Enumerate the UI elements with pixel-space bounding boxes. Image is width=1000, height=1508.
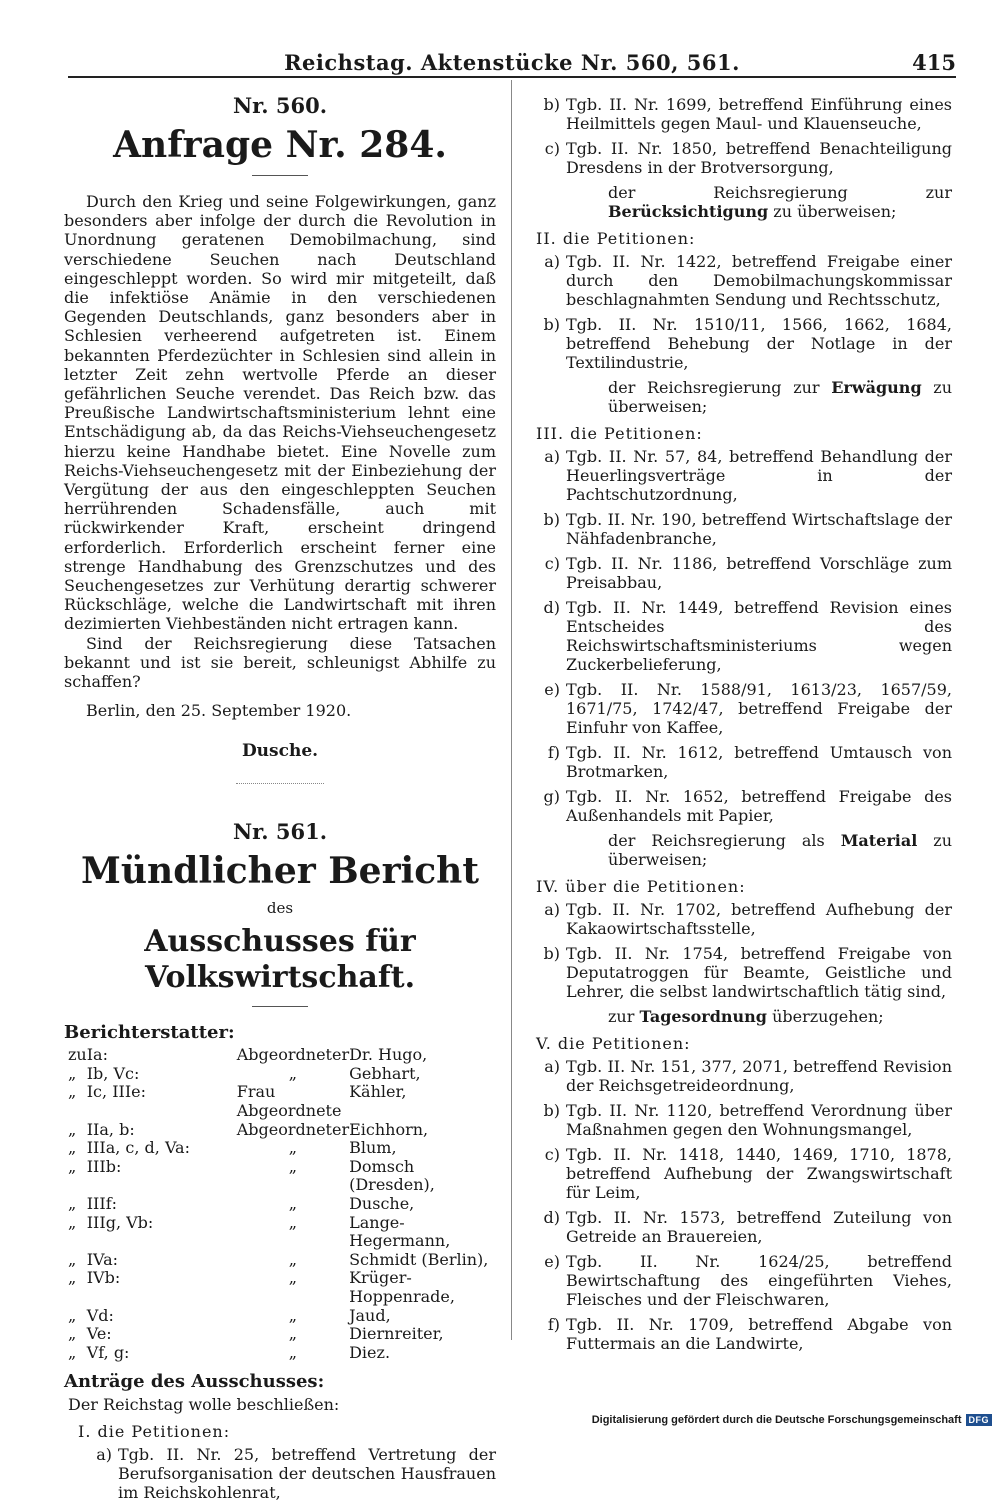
petition-label: c) bbox=[544, 139, 560, 158]
reporter-mark: „ bbox=[68, 1194, 77, 1214]
doc-560-number: Nr. 560. bbox=[232, 93, 328, 118]
petition-item bbox=[88, 1445, 496, 1502]
footer-note bbox=[592, 1412, 992, 1428]
reporter-row bbox=[68, 1065, 496, 1084]
petition-label: c) bbox=[544, 554, 560, 573]
reporter-row bbox=[68, 1325, 496, 1344]
reporter-mark: „ bbox=[68, 1305, 77, 1325]
reporter-section: Ia: bbox=[86, 1045, 108, 1065]
petition-item bbox=[536, 1145, 952, 1202]
reporter-mark: „ bbox=[68, 1212, 77, 1232]
petition-item bbox=[536, 598, 952, 674]
left-column bbox=[64, 92, 496, 1508]
section-iv-items bbox=[522, 900, 952, 1001]
petition-text: Tgb. II. Nr. 1588/91, 1613/23, 1657/59, 1671/75, 1742/47, betreffend Freigabe der Einfuhr von Kaffee, bbox=[566, 680, 952, 737]
reporter-mark: „ bbox=[68, 1063, 77, 1083]
reporter-row bbox=[68, 1307, 496, 1326]
reporter-section: IIIb: bbox=[86, 1156, 122, 1176]
section-ii-items bbox=[522, 252, 952, 372]
petition-label: b) bbox=[543, 315, 560, 334]
petition-text: Tgb. II. Nr. 1702, betreffend Aufhebung der Kakaowirtschaftsstelle, bbox=[566, 900, 952, 938]
reporter-row bbox=[68, 1139, 496, 1158]
reporter-row bbox=[68, 1046, 496, 1065]
footer-text: Digitalisierung gefördert durch die Deutsche Forschungsgemeinschaft bbox=[591, 1414, 962, 1426]
reporter-mark: „ bbox=[68, 1324, 77, 1344]
motions-heading: Anträge des Ausschusses: bbox=[64, 1371, 325, 1393]
reporter-row bbox=[68, 1344, 496, 1363]
petition-label: a) bbox=[544, 447, 560, 466]
petition-label: b) bbox=[543, 944, 560, 963]
reporter-name: Dr. Hugo, bbox=[349, 1045, 428, 1065]
reporter-name: Blum, bbox=[349, 1138, 397, 1158]
petition-text: Tgb. II. Nr. 1624/25, betreffend Bewirtschaftung des eingeführten Viehes, Fleisches und der Fleischwaren, bbox=[566, 1252, 952, 1309]
reporter-name: Diez. bbox=[349, 1342, 391, 1362]
petition-text: Tgb. II. Nr. 1120, betreffend Verordnung über Maßnahmen gegen den Wohnungsmangel, bbox=[566, 1101, 952, 1139]
petition-label: b) bbox=[543, 95, 560, 114]
petition-item bbox=[536, 252, 952, 309]
inquiry-paragraph-2: Sind der Reichsregierung diese Tatsachen bekannt und ist sie bereit, schleunigst Abhilfe zu schaffen? bbox=[64, 633, 496, 692]
petition-label: e) bbox=[544, 1252, 560, 1271]
petition-label: d) bbox=[543, 1208, 560, 1227]
short-rule bbox=[252, 1006, 308, 1007]
reporter-section: IVa: bbox=[86, 1249, 119, 1269]
petition-label: g) bbox=[543, 787, 560, 806]
doc-561-des: des bbox=[266, 899, 294, 918]
reporter-title: Abgeordneter bbox=[236, 1119, 350, 1139]
petition-text: Tgb. II. Nr. 1699, betreffend Einführung eines Heilmittels gegen Maul- und Klauenseuche, bbox=[566, 95, 952, 133]
reporter-mark: „ bbox=[68, 1082, 77, 1102]
right-column bbox=[522, 92, 952, 1359]
reporter-section: Vd: bbox=[86, 1305, 114, 1325]
petition-label: a) bbox=[96, 1445, 112, 1465]
reporter-title: „ bbox=[288, 1249, 298, 1269]
petition-item bbox=[536, 900, 952, 938]
section-v-items bbox=[522, 1057, 952, 1353]
doc-561-committee: Ausschusses für Volkswirtschaft. bbox=[144, 924, 416, 996]
petition-item bbox=[536, 315, 952, 372]
referral-iv: zur Tagesordnung überzugehen; bbox=[608, 1007, 884, 1026]
petition-text: Tgb. II. Nr. 190, betreffend Wirtschaftslage der Nähfadenbranche, bbox=[566, 510, 952, 548]
reporter-section: IIa, b: bbox=[86, 1119, 135, 1139]
petition-text: Tgb. II. Nr. 1850, betreffend Benachteiligung Dresdens in der Brotversorgung, bbox=[566, 139, 952, 177]
petition-item bbox=[536, 944, 952, 1001]
date-line: Berlin, den 25. September 1920. bbox=[86, 701, 352, 721]
reporter-section: IVb: bbox=[86, 1268, 121, 1288]
petition-label: d) bbox=[543, 598, 560, 617]
reporter-section: IIIf: bbox=[86, 1194, 118, 1214]
reporter-name: Eichhorn, bbox=[349, 1119, 429, 1139]
reporter-row bbox=[68, 1214, 496, 1251]
petition-text: Tgb. II. Nr. 25, betreffend Vertretung der Berufsorganisation der deutschen Hausfrauen im Reichskohlenrat, bbox=[118, 1445, 496, 1503]
reporter-name: Diernreiter, bbox=[349, 1324, 444, 1344]
reporter-title: „ bbox=[288, 1156, 298, 1176]
signature: Dusche. bbox=[241, 741, 319, 762]
reporter-name: Krüger-Hoppenrade, bbox=[349, 1268, 455, 1306]
reporter-row bbox=[68, 1269, 496, 1306]
petition-item bbox=[536, 1252, 952, 1309]
petition-label: f) bbox=[547, 743, 560, 762]
petition-label: c) bbox=[544, 1145, 560, 1164]
column-divider bbox=[511, 80, 512, 1340]
reporter-title: „ bbox=[288, 1194, 298, 1214]
reporter-row bbox=[68, 1121, 496, 1140]
reporter-title: „ bbox=[288, 1212, 298, 1232]
reporter-name: Gebhart, bbox=[349, 1063, 421, 1083]
petition-label: b) bbox=[543, 1101, 560, 1120]
petition-item bbox=[536, 787, 952, 825]
petition-item bbox=[536, 554, 952, 592]
short-rule bbox=[252, 175, 308, 176]
reporter-row bbox=[68, 1195, 496, 1214]
petition-item bbox=[536, 447, 952, 504]
section-i-heading: I. die Petitionen: bbox=[78, 1422, 231, 1442]
reporter-name: Lange-Hegermann, bbox=[349, 1212, 451, 1251]
petition-item bbox=[536, 139, 952, 177]
doc-560-title: Anfrage Nr. 284. bbox=[113, 124, 447, 166]
reporter-section: IIIa, c, d, Va: bbox=[86, 1138, 190, 1158]
reporter-title: „ bbox=[288, 1324, 298, 1344]
petition-text: Tgb. II. Nr. 151, 377, 2071, betreffend Revision der Reichsgetreideordnung, bbox=[566, 1057, 952, 1095]
section-i-items-cont bbox=[522, 95, 952, 177]
reporter-title: „ bbox=[288, 1305, 298, 1325]
running-title: Reichstag. Aktenstücke Nr. 560, 561. bbox=[284, 50, 740, 75]
section-rule bbox=[236, 783, 324, 784]
petition-item bbox=[536, 1315, 952, 1353]
petition-item bbox=[536, 680, 952, 737]
reporter-mark: „ bbox=[68, 1119, 77, 1139]
reporter-row bbox=[68, 1158, 496, 1195]
reporter-section: Vf, g: bbox=[86, 1342, 130, 1362]
reporter-mark: „ bbox=[68, 1268, 77, 1288]
petition-item bbox=[536, 1101, 952, 1139]
reporter-section: Ib, Vc: bbox=[86, 1063, 140, 1083]
section-v-heading: V. die Petitionen: bbox=[536, 1034, 691, 1053]
page-number: 415 bbox=[912, 50, 956, 75]
petition-label: a) bbox=[544, 252, 560, 271]
reporter-title: „ bbox=[288, 1268, 298, 1288]
reporter-section: Ve: bbox=[86, 1324, 112, 1344]
reporter-title: Abgeordneter bbox=[236, 1045, 350, 1065]
reporter-name: Kähler, bbox=[349, 1082, 407, 1102]
reporter-mark: „ bbox=[68, 1138, 77, 1158]
petition-item bbox=[536, 1057, 952, 1095]
reporter-mark: „ bbox=[68, 1342, 77, 1362]
reporter-title: Frau Abgeordnete bbox=[236, 1082, 342, 1121]
reporters-heading: Berichterstatter: bbox=[64, 1022, 235, 1044]
doc-561-title: Mündlicher Bericht bbox=[81, 850, 479, 893]
petition-text: Tgb. II. Nr. 1573, betreffend Zuteilung von Getreide an Brauereien, bbox=[566, 1208, 952, 1246]
reporter-row bbox=[68, 1251, 496, 1270]
petition-text: Tgb. II. Nr. 1418, 1440, 1469, 1710, 1878, betreffend Aufhebung der Zwangswirtschaft für Leim, bbox=[566, 1145, 952, 1202]
petition-label: b) bbox=[543, 510, 560, 529]
petition-text: Tgb. II. Nr. 57, 84, betreffend Behandlung der Heuerlingsverträge in der Pachtschutzordnung, bbox=[566, 447, 952, 504]
reporter-section: Ic, IIIe: bbox=[86, 1082, 147, 1102]
section-ii-heading: II. die Petitionen: bbox=[536, 229, 696, 248]
inquiry-paragraph-1: Durch den Krieg und seine Folgewirkungen, ganz besonders aber infolge der durch die Revolution in Unordnung geratenen Demobilmachung, sind verschiedene Seuchen nach Deutschland eingeschleppt worden. So wird mir mitgeteilt, daß die infektiöse Anämie in den verschiedenen Gegenden Deutschlands, ganz besonders aber in Schlesien verheerend aufgetreten ist. Einem bekannten Pferdezüchter in Schlesien sind allein in letzter Zeit zehn wertvolle Pferde an dieser gefährlichen Seuche verendet. Das Reich bzw. das Preußische Landwirtschaftsministerium lehnt eine Entschädigung ab, da das Reichs-Viehseuchengesetz hierzu keine Handhabe bietet. Eine Novelle zum Reichs-Viehseuchengesetz mit der Einbeziehung der Vergütung der aus den eingeschleppten Seuchen herrührenden Schadensfälle, auch mit rückwirkender Kraft, erscheint dringend erforderlich. Erforderlich erscheint ferner eine strenge Handhabung des Grenzschutzes und des Seuchengesetzes zur Verhütung derartig schwerer Rückschläge, welche die Landwirtschaft mit ihren dezimierten Viehbeständen nicht ertragen kann. bbox=[64, 192, 496, 634]
section-iii-heading: III. die Petitionen: bbox=[536, 424, 703, 443]
doc-561-number: Nr. 561. bbox=[232, 819, 328, 845]
reporter-name: Dusche, bbox=[349, 1194, 415, 1214]
section-iv-heading: IV. über die Petitionen: bbox=[536, 877, 746, 896]
petition-text: Tgb. II. Nr. 1422, betreffend Freigabe einer durch den Demobilmachungskommissar beschlagnahmten Sendung und Rechtsschutz, bbox=[566, 252, 952, 309]
petition-text: Tgb. II. Nr. 1612, betreffend Umtausch von Brotmarken, bbox=[566, 743, 952, 781]
petition-text: Tgb. II. Nr. 1652, betreffend Freigabe des Außenhandels mit Papier, bbox=[566, 787, 952, 825]
petition-item bbox=[536, 1208, 952, 1246]
petition-item bbox=[536, 743, 952, 781]
reporter-name: Schmidt (Berlin), bbox=[349, 1249, 489, 1269]
reporter-mark: zu bbox=[68, 1045, 87, 1065]
section-i-items bbox=[64, 1445, 496, 1502]
petition-text: Tgb. II. Nr. 1709, betreffend Abgabe von Futtermais an die Landwirte, bbox=[566, 1315, 952, 1353]
page-header bbox=[68, 42, 956, 78]
referral-iii: der Reichsregierung als Material zu überweisen; bbox=[608, 831, 952, 869]
petition-text: Tgb. II. Nr. 1510/11, 1566, 1662, 1684, betreffend Behebung der Notlage in der Textilindustrie, bbox=[566, 315, 952, 372]
petition-label: a) bbox=[544, 1057, 560, 1076]
referral-i: der Reichsregierung zur Berücksichtigung zu überweisen; bbox=[608, 183, 952, 221]
petition-item bbox=[536, 510, 952, 548]
reporter-mark: „ bbox=[68, 1249, 77, 1269]
reporter-name: Jaud, bbox=[349, 1305, 391, 1325]
petition-item bbox=[536, 95, 952, 133]
section-iii-items bbox=[522, 447, 952, 825]
reporter-name: Domsch (Dresden), bbox=[349, 1156, 435, 1195]
reporter-title: „ bbox=[288, 1138, 298, 1158]
reporter-mark: „ bbox=[68, 1156, 77, 1176]
petition-text: Tgb. II. Nr. 1186, betreffend Vorschläge zum Preisabbau, bbox=[566, 554, 952, 592]
referral-ii: der Reichsregierung zur Erwägung zu überweisen; bbox=[608, 378, 952, 416]
resolve-line: Der Reichstag wolle beschließen: bbox=[68, 1395, 340, 1415]
petition-text: Tgb. II. Nr. 1449, betreffend Revision eines Entscheides des Reichswirtschaftsministeriums wegen Zuckerbelieferung, bbox=[566, 598, 952, 674]
reporter-row bbox=[68, 1083, 496, 1120]
reporters-table bbox=[68, 1046, 496, 1362]
reporter-title: „ bbox=[288, 1063, 298, 1083]
dfg-logo: DFG bbox=[966, 1414, 993, 1426]
petition-label: e) bbox=[544, 680, 560, 699]
petition-label: f) bbox=[547, 1315, 560, 1334]
petition-label: a) bbox=[544, 900, 560, 919]
petition-text: Tgb. II. Nr. 1754, betreffend Freigabe von Deputatroggen für Beamte, Geistliche und Lehrer, die selbst landwirtschaftlich tätig sind, bbox=[566, 944, 952, 1001]
reporter-title: „ bbox=[288, 1342, 298, 1362]
reporter-section: IIIg, Vb: bbox=[86, 1212, 154, 1232]
